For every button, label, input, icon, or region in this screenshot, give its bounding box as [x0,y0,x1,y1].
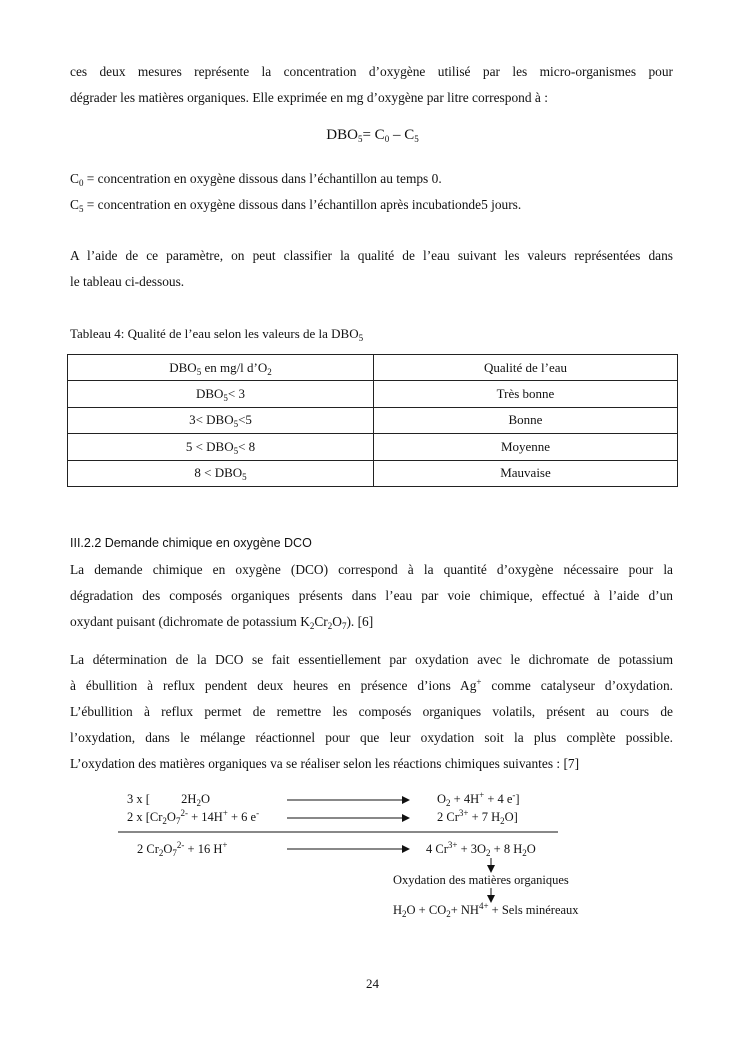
reaction-1-products: $O_2 + 4H^+ + 4$ e-] [437,790,520,808]
classification-line-1: A l’aide de ce paramètre, on peut classifier la qualité de l’eau suivant les valeurs représentées dans [70,248,673,263]
dbo5-range-cell: $DBO_5< 3$ [68,381,374,407]
table-caption: Tableau 4: Qualité de l’eau selon les valeurs de la $DBO_5$ [70,326,364,343]
classification-line-2: le tableau ci-dessous. [70,274,185,289]
definition-c5: $C_5$ = concentration en oxygène dissous dans l’échantillon après incubationde5 jours. [70,197,522,214]
dco-p1-line-3: oxydant puisant (dichromate de potassium $K_2Cr_2O_7$). [6] [70,614,374,631]
dco-p2-line-1: La détermination de la DCO se fait essentiellement par oxydation avec le dichromate de potassium [70,652,673,667]
header-quality: Qualité de l’eau [374,355,678,381]
intro-line-1: ces deux mesures représente la concentration d’oxygène utilisé par les micro-organismes pour [70,64,673,79]
dbo5-range-cell: $3< DBO_5<5$ [68,407,374,433]
definition-c0: $C_0$ = concentration en oxygène dissous dans l’échantillon au temps 0. [70,171,442,188]
reaction-1-reactants: 3 x [ $2H_2O$ [127,792,210,808]
header-dbo5: $DBO_5$ en mg/l $d’O_2$ [68,355,374,381]
quality-cell: Mauvaise [374,460,678,486]
dco-p2-line-3: L’ébullition à reflux permet de remettre les composés organiques volatils, présent au cours de [70,704,673,719]
section-heading: III.2.2 Demande chimique en oxygène DCO [70,536,312,550]
page-number: 24 [366,976,379,991]
final-products: $H_2O + CO_2+ NH^{4+}$ + Sels minéreaux [393,901,579,919]
quality-cell: Très bonne [374,381,678,407]
dbo5-formula: $DBO_5= C_0 - C_5$ [326,127,419,144]
reaction-3-reactants: 2 $Cr_2O_7^{2-} + 16$ H+ [137,840,228,858]
quality-cell: Moyenne [374,434,678,460]
dco-p2-line-2: à ébullition à reflux pendent deux heures en présence d’ions Ag+ comme catalyseur d’oxydation. [70,677,673,693]
dco-p1-line-2: dégradation des composés organiques présents dans l’eau par voie chimique, effectué à l’aide d’un [70,588,673,603]
dco-p2-line-5: L’oxydation des matières organiques va se réaliser selon les réactions chimiques suivantes : [7] [70,756,580,771]
dbo5-range-cell: $5 < DBO_5< 8$ [68,434,374,460]
reaction-2-reactants: 2 x [$Cr_2O_7^{2-} + 14H^+ + 6$ e- [127,808,260,826]
dbo5-range-cell: $8 < DBO_5$ [68,460,374,486]
reaction-2-products: 2 $Cr^{3+} + 7$ $H_2O$] [437,808,518,826]
intro-line-2: dégrader les matières organiques. Elle exprimée en mg d’oxygène par litre correspond à : [70,90,548,105]
dco-p1-line-1: La demande chimique en oxygène (DCO) correspond à la quantité d’oxygène nécessaire pour la [70,562,673,577]
reaction-3-products: 4 $Cr^{3+} + 3O_2 + 8$ $H_2O$ [426,840,536,858]
quality-cell: Bonne [374,407,678,433]
oxidation-label: Oxydation des matières organiques [393,873,569,887]
dco-p2-line-4: l’oxydation, dans le mélange réactionnel pour que leur oxydation soit la plus complète possible. [70,730,673,745]
